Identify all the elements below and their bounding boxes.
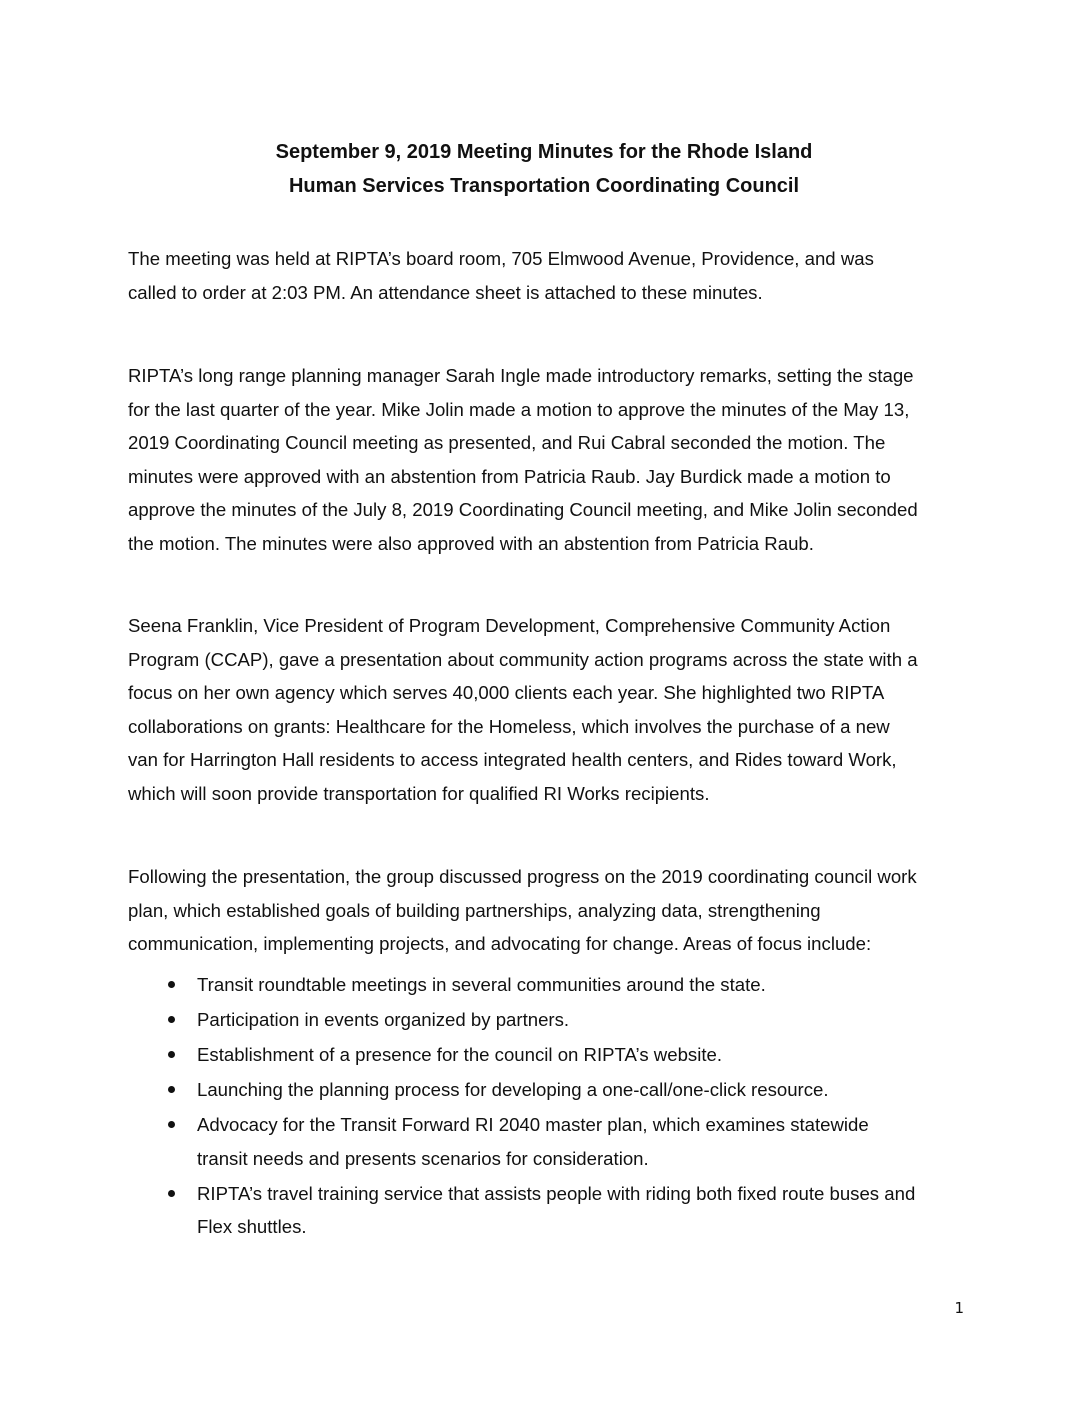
- list-item: [128, 1003, 968, 1037]
- text-line: Flex shuttles.: [197, 1216, 307, 1237]
- bullet-icon: [168, 1051, 175, 1058]
- bullet-icon: [168, 981, 175, 988]
- bullet-icon: [168, 1016, 175, 1023]
- text-line: Seena Franklin, Vice President of Program Development, Comprehensive Community Action: [128, 615, 891, 636]
- bullet-icon: [168, 1086, 175, 1093]
- text-line: for the last quarter of the year. Mike Jolin made a motion to approve the minutes of the May 13,: [128, 398, 910, 420]
- text-line: the motion. The minutes were also approved with an abstention from Patricia Raub.: [128, 532, 814, 554]
- list-item: [128, 1177, 968, 1244]
- text-line: Launching the planning process for developing a one-call/one-click resource.: [197, 1079, 829, 1100]
- bullet-icon: [168, 1121, 175, 1128]
- text-line: which will soon provide transportation for qualified RI Works recipients.: [128, 782, 710, 804]
- text-line: 2019 Coordinating Council meeting as presented, and Rui Cabral seconded the motion. The: [128, 432, 886, 453]
- bullet-icon: [168, 1190, 175, 1197]
- title-line: Human Services Transportation Coordinating Council: [288, 175, 800, 197]
- text-line: Participation in events organized by partners.: [197, 1009, 570, 1030]
- focus-areas-list: [128, 968, 968, 1245]
- text-line: approve the minutes of the July 8, 2019 Coordinating Council meeting, and Mike Jolin seconded: [128, 499, 918, 520]
- paragraph-minutes-approval: [128, 359, 968, 560]
- text-line: Transit roundtable meetings in several communities around the state.: [197, 974, 766, 995]
- text-line: Establishment of a presence for the council on RIPTA’s website.: [197, 1044, 723, 1065]
- text-line: called to order at 2:03 PM. An attendance sheet is attached to these minutes.: [128, 281, 763, 303]
- text-line: Advocacy for the Transit Forward RI 2040 master plan, which examines statewide: [197, 1114, 869, 1135]
- text-line: communication, implementing projects, and advocating for change. Areas of focus include:: [128, 933, 872, 954]
- list-item: [128, 1108, 968, 1175]
- text-line: The meeting was held at RIPTA’s board room, 705 Elmwood Avenue, Providence, and was: [128, 248, 874, 269]
- text-line: Following the presentation, the group discussed progress on the 2019 coordinating council work: [128, 866, 917, 887]
- paragraph-meeting-location: [128, 242, 968, 309]
- page-number: 1: [954, 1299, 964, 1317]
- text-line: collaborations on grants: Healthcare for the Homeless, which involves the purchase of a new: [128, 715, 890, 737]
- title-line: September 9, 2019 Meeting Minutes for the Rhode Island: [275, 141, 813, 163]
- text-line: plan, which established goals of building partnerships, analyzing data, strengthening: [128, 899, 821, 921]
- text-line: Program (CCAP), gave a presentation about community action programs across the state with a: [128, 648, 918, 670]
- list-item: [128, 968, 968, 1002]
- paragraph-ccap-presentation: [128, 609, 968, 810]
- text-line: RIPTA’s long range planning manager Sarah Ingle made introductory remarks, setting the stage: [128, 365, 914, 386]
- list-item: [128, 1038, 968, 1072]
- text-line: van for Harrington Hall residents to access integrated health centers, and Rides toward Work,: [128, 749, 897, 770]
- text-line: transit needs and presents scenarios for consideration.: [197, 1147, 649, 1169]
- paragraph-work-plan: [128, 860, 968, 961]
- text-line: focus on her own agency which serves 40,000 clients each year. She highlighted two RIPTA: [128, 682, 885, 703]
- document-title: [128, 135, 960, 203]
- text-line: RIPTA’s travel training service that assists people with riding both fixed route buses and: [197, 1182, 916, 1204]
- text-line: minutes were approved with an abstention from Patricia Raub. Jay Burdick made a motion to: [128, 465, 891, 487]
- list-item: [128, 1073, 968, 1107]
